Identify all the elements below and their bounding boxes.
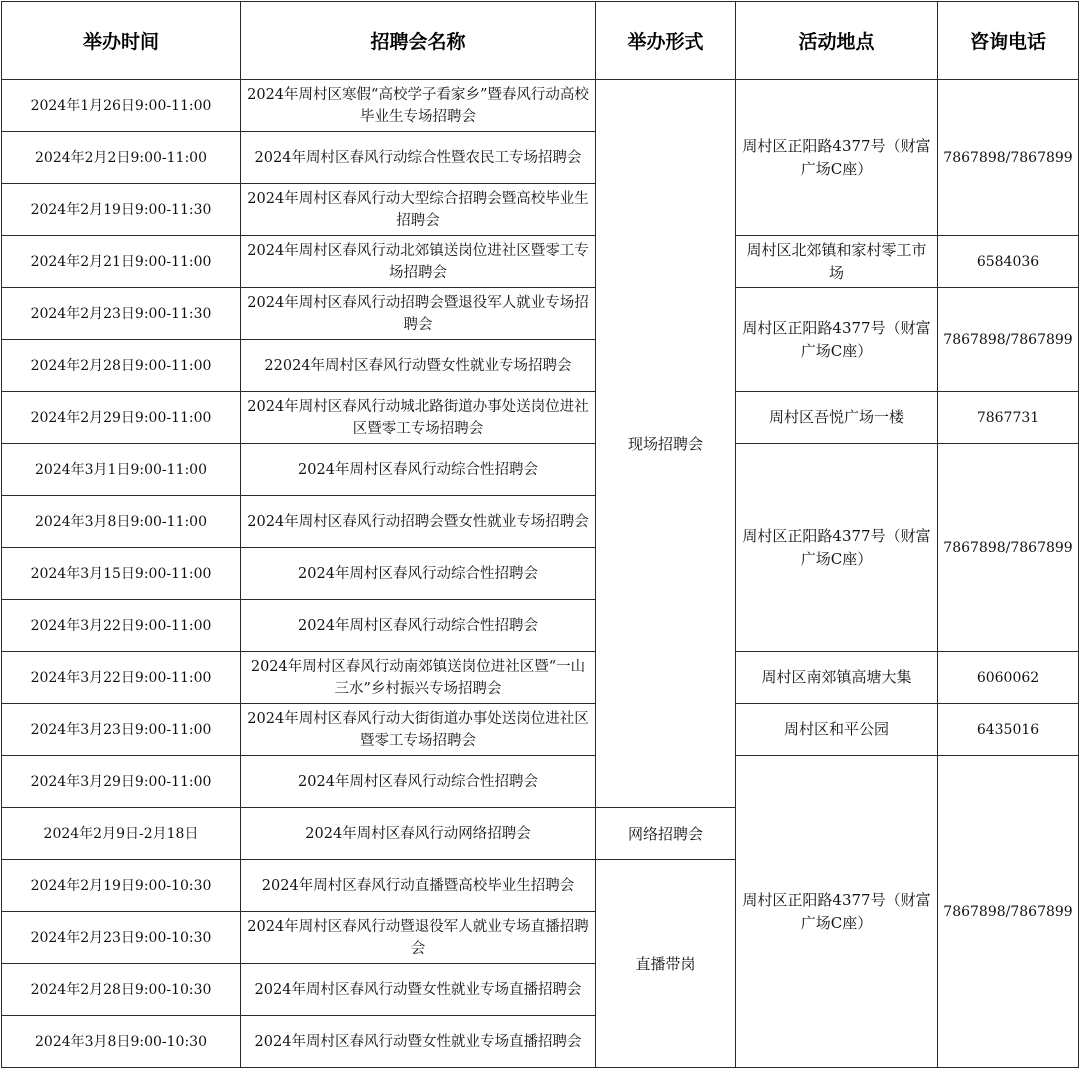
table-row: [2, 236, 1079, 288]
location-cell: 周村区南郊镇高塘大集: [736, 652, 938, 704]
location-cell: 周村区北郊镇和家村零工市场: [736, 236, 938, 288]
format-cell-online: 网络招聘会: [596, 808, 736, 860]
event-name-cell: 2024年周村区春风行动综合性招聘会: [241, 444, 596, 496]
phone-cell: 6060062: [938, 652, 1079, 704]
event-name-cell: 2024年周村区春风行动招聘会暨女性就业专场招聘会: [241, 496, 596, 548]
event-name-cell: 2024年周村区春风行动综合性招聘会: [241, 600, 596, 652]
event-name-cell: 22024年周村区春风行动暨女性就业专场招聘会: [241, 340, 596, 392]
event-name-cell: 2024年周村区春风行动城北路街道办事处送岗位进社区暨零工专场招聘会: [241, 392, 596, 444]
header-location: 活动地点: [736, 2, 938, 80]
format-cell-onsite: 现场招聘会: [596, 80, 736, 808]
event-name-cell: 2024年周村区春风行动大型综合招聘会暨高校毕业生招聘会: [241, 184, 596, 236]
date-cell: 2024年3月29日9:00-11:00: [2, 756, 241, 808]
event-name-cell: 2024年周村区寒假“高校学子看家乡”暨春风行动高校毕业生专场招聘会: [241, 80, 596, 132]
table-row: [2, 444, 1079, 496]
date-cell: 2024年2月29日9:00-11:00: [2, 392, 241, 444]
table-row: [2, 288, 1079, 340]
location-cell: 周村区和平公园: [736, 704, 938, 756]
date-cell: 2024年3月1日9:00-11:00: [2, 444, 241, 496]
phone-cell: 6435016: [938, 704, 1079, 756]
event-name-cell: 2024年周村区春风行动综合性招聘会: [241, 756, 596, 808]
location-cell: 周村区吾悦广场一楼: [736, 392, 938, 444]
date-cell: 2024年3月22日9:00-11:00: [2, 600, 241, 652]
location-cell: 周村区正阳路4377号（财富广场C座）: [736, 444, 938, 652]
date-cell: 2024年3月22日9:00-11:00: [2, 652, 241, 704]
job-fair-schedule-table: [1, 1, 1079, 1068]
date-cell: 2024年2月23日9:00-10:30: [2, 912, 241, 964]
date-cell: 2024年3月23日9:00-11:00: [2, 704, 241, 756]
event-name-cell: 2024年周村区春风行动北郊镇送岗位进社区暨零工专场招聘会: [241, 236, 596, 288]
date-cell: 2024年2月9日-2月18日: [2, 808, 241, 860]
table-row: [2, 392, 1079, 444]
event-name-cell: 2024年周村区春风行动网络招聘会: [241, 808, 596, 860]
date-cell: 2024年3月8日9:00-11:00: [2, 496, 241, 548]
location-cell: 周村区正阳路4377号（财富广场C座）: [736, 756, 938, 1068]
format-cell-livestream: 直播带岗: [596, 860, 736, 1068]
table-row: [2, 80, 1079, 132]
header-row: [2, 2, 1079, 80]
location-cell: 周村区正阳路4377号（财富广场C座）: [736, 80, 938, 236]
phone-cell: 6584036: [938, 236, 1079, 288]
event-name-cell: 2024年周村区春风行动直播暨高校毕业生招聘会: [241, 860, 596, 912]
event-name-cell: 2024年周村区春风行动招聘会暨退役军人就业专场招聘会: [241, 288, 596, 340]
date-cell: 2024年2月19日9:00-11:30: [2, 184, 241, 236]
event-name-cell: 2024年周村区春风行动综合性招聘会: [241, 548, 596, 600]
date-cell: 2024年3月15日9:00-11:00: [2, 548, 241, 600]
header-format: 举办形式: [596, 2, 736, 80]
date-cell: 2024年1月26日9:00-11:00: [2, 80, 241, 132]
date-cell: 2024年3月8日9:00-10:30: [2, 1016, 241, 1068]
date-cell: 2024年2月23日9:00-11:30: [2, 288, 241, 340]
header-date: 举办时间: [2, 2, 241, 80]
event-name-cell: 2024年周村区春风行动暨退役军人就业专场直播招聘会: [241, 912, 596, 964]
date-cell: 2024年2月21日9:00-11:00: [2, 236, 241, 288]
phone-cell: 7867898/7867899: [938, 288, 1079, 392]
location-cell: 周村区正阳路4377号（财富广场C座）: [736, 288, 938, 392]
phone-cell: 7867898/7867899: [938, 80, 1079, 236]
event-name-cell: 2024年周村区春风行动综合性暨农民工专场招聘会: [241, 132, 596, 184]
event-name-cell: 2024年周村区春风行动暨女性就业专场直播招聘会: [241, 1016, 596, 1068]
event-name-cell: 2024年周村区春风行动南郊镇送岗位进社区暨“一山三水”乡村振兴专场招聘会: [241, 652, 596, 704]
header-phone: 咨询电话: [938, 2, 1079, 80]
event-name-cell: 2024年周村区春风行动暨女性就业专场直播招聘会: [241, 964, 596, 1016]
table-row: [2, 756, 1079, 808]
date-cell: 2024年2月28日9:00-10:30: [2, 964, 241, 1016]
event-name-cell: 2024年周村区春风行动大街街道办事处送岗位进社区暨零工专场招聘会: [241, 704, 596, 756]
date-cell: 2024年2月2日9:00-11:00: [2, 132, 241, 184]
phone-cell: 7867898/7867899: [938, 756, 1079, 1068]
header-name: 招聘会名称: [241, 2, 596, 80]
phone-cell: 7867898/7867899: [938, 444, 1079, 652]
table-row: [2, 704, 1079, 756]
date-cell: 2024年2月19日9:00-10:30: [2, 860, 241, 912]
phone-cell: 7867731: [938, 392, 1079, 444]
table-row: [2, 652, 1079, 704]
date-cell: 2024年2月28日9:00-11:00: [2, 340, 241, 392]
